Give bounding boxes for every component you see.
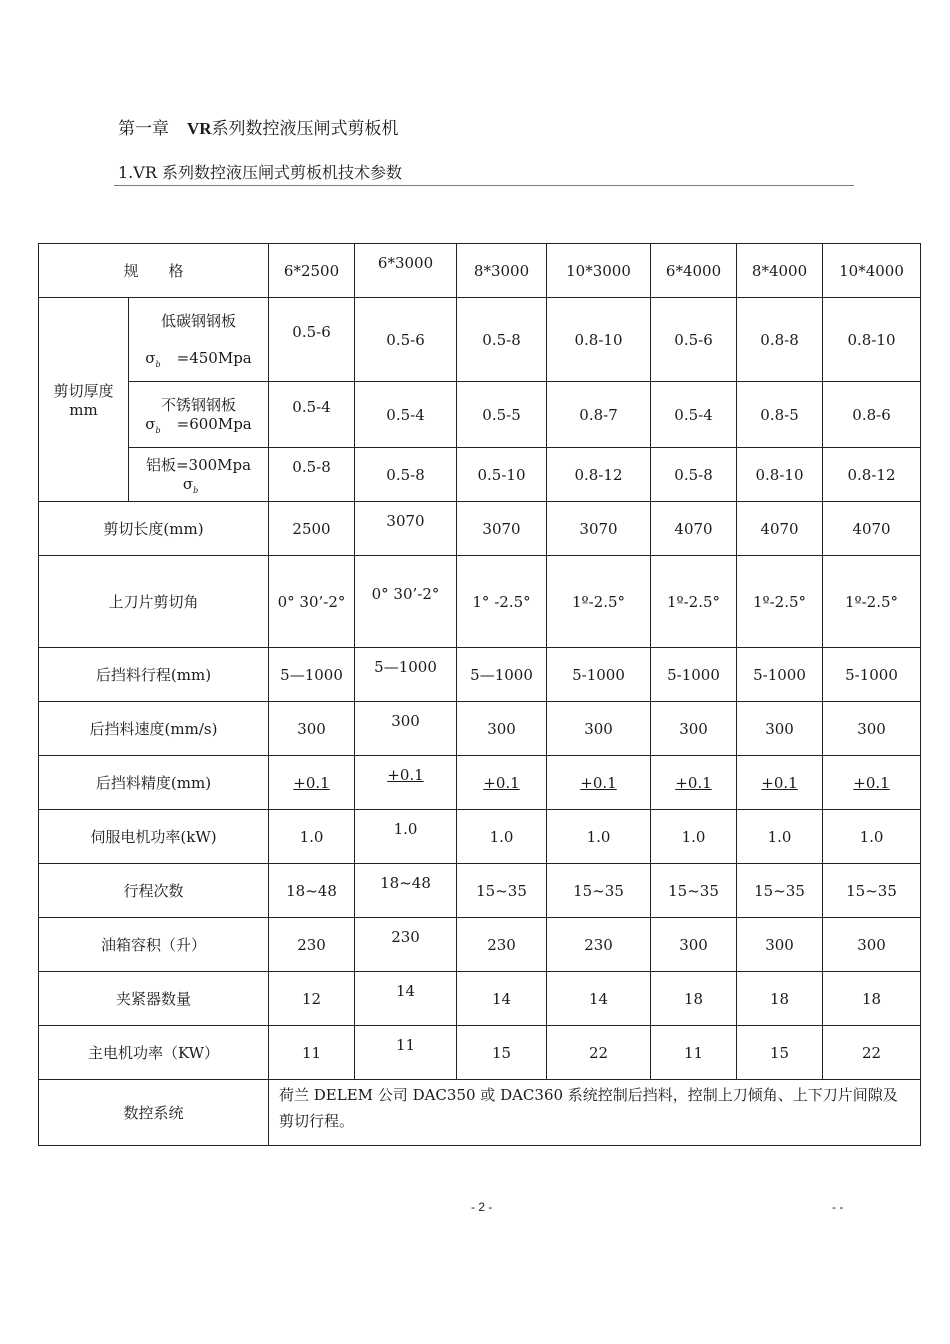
spec-value: [547, 702, 651, 756]
thickness-value: [547, 382, 651, 448]
spec-value-text: 5-1000: [845, 665, 898, 684]
spec-value: [651, 1026, 737, 1080]
spec-value-text: 4070: [852, 519, 891, 538]
spec-value-text: 230: [584, 935, 613, 954]
spec-value-text: 3070: [386, 511, 425, 530]
spec-value: [457, 918, 547, 972]
spec-value: [823, 648, 921, 702]
thickness-value: [823, 298, 921, 382]
spec-value: [355, 556, 457, 648]
model-label: 10*4000: [839, 261, 904, 280]
spec-value-text: 4070: [760, 519, 799, 538]
spec-value-text: 12: [301, 989, 322, 1008]
spec-value-text: 5—1000: [280, 665, 343, 684]
spec-value: [355, 502, 457, 556]
spec-value: [651, 648, 737, 702]
sigma-subscript: b: [155, 426, 161, 435]
spec-value: [823, 502, 921, 556]
section-divider: [114, 185, 854, 186]
spec-value-text: 300: [765, 935, 794, 954]
thickness-value: [737, 448, 823, 502]
spec-row: [39, 918, 921, 972]
spec-value-text: 11: [683, 1043, 704, 1062]
spec-value-text: 18~48: [380, 873, 431, 892]
thickness-value: [269, 298, 355, 382]
cnc-description: 荷兰 DELEM 公司 DAC350 或 DAC360 系统控制后挡料，控制上刀倾角、上下刀片间隙及剪切行程。: [269, 1080, 921, 1146]
spec-value-text: 5-1000: [753, 665, 806, 684]
spec-row-label: 主电机功率（KW）: [39, 1026, 269, 1080]
spec-value: [823, 864, 921, 918]
thickness-value-text: 0.8-5: [760, 405, 799, 424]
spec-row-label: 伺服电机功率(kW): [39, 810, 269, 864]
strength-value: =600Mpa: [176, 415, 252, 433]
thickness-value: [547, 448, 651, 502]
spec-value-text: +0.1: [761, 773, 798, 792]
chapter-title: 系列数控液压闸式剪板机: [211, 119, 399, 139]
spec-value: [269, 648, 355, 702]
spec-value: [651, 702, 737, 756]
spec-value-text: 18: [861, 989, 882, 1008]
thickness-value-text: 0.5-4: [386, 405, 425, 424]
spec-value: [651, 810, 737, 864]
spec-value-text: 300: [584, 719, 613, 738]
spec-value: [547, 972, 651, 1026]
spec-value-text: 300: [857, 935, 886, 954]
chapter-vr: VR: [187, 119, 212, 138]
model-header: [737, 244, 823, 298]
thickness-value-text: 0.8-10: [574, 330, 623, 349]
spec-row-label: 剪切长度(mm): [39, 502, 269, 556]
spec-value: [269, 864, 355, 918]
spec-value: [269, 972, 355, 1026]
sigma-line: [131, 475, 266, 495]
spec-value-text: +0.1: [580, 773, 617, 792]
spec-row: [39, 502, 921, 556]
spec-value: [269, 918, 355, 972]
spec-value-text: 1.0: [859, 827, 884, 846]
sigma-symbol: σ: [145, 415, 156, 433]
spec-value: [457, 864, 547, 918]
thickness-value-text: 0.5-10: [477, 465, 526, 484]
spec-value-text: 0° 30’-2°: [277, 592, 346, 611]
spec-value-text: 2500: [292, 519, 331, 538]
spec-value: [547, 556, 651, 648]
spec-value-text: 15~35: [573, 881, 624, 900]
spec-value-text: 15~35: [476, 881, 527, 900]
spec-row-label: 夹紧器数量: [39, 972, 269, 1026]
spec-value: [547, 756, 651, 810]
chapter-label: 第一章: [118, 119, 169, 139]
spec-value: [355, 648, 457, 702]
spec-value-text: 1.0: [586, 827, 611, 846]
spec-value: [823, 918, 921, 972]
thickness-value: [269, 382, 355, 448]
spec-value-text: 230: [487, 935, 516, 954]
model-header: [823, 244, 921, 298]
material-name: 不锈钢钢板: [161, 396, 237, 414]
footer-mark: - -: [832, 1200, 844, 1214]
spec-value-text: 11: [301, 1043, 322, 1062]
spec-row-label: 上刀片剪切角: [39, 556, 269, 648]
spec-value: [355, 810, 457, 864]
thickness-value-text: 0.5-8: [292, 457, 331, 476]
spec-value-text: 22: [861, 1043, 882, 1062]
spec-value-text: 15: [769, 1043, 790, 1062]
spec-label: 规 格: [39, 244, 269, 298]
thickness-value-text: 0.5-8: [386, 465, 425, 484]
model-label: 10*3000: [566, 261, 631, 280]
spec-value: [547, 810, 651, 864]
spec-value: [737, 702, 823, 756]
spec-row-label: 后挡料速度(mm/s): [39, 702, 269, 756]
spec-value: [737, 864, 823, 918]
spec-value: [737, 648, 823, 702]
spec-value: [355, 972, 457, 1026]
spec-value: [355, 864, 457, 918]
thickness-value: [823, 448, 921, 502]
strength-value: =450Mpa: [176, 349, 252, 367]
spec-value-text: 1.0: [489, 827, 514, 846]
spec-value: [355, 1026, 457, 1080]
spec-value-text: 18: [683, 989, 704, 1008]
model-label: 6*4000: [665, 261, 722, 280]
spec-row: [39, 810, 921, 864]
model-label: 8*4000: [751, 261, 808, 280]
material-cell: [129, 448, 269, 502]
cnc-row: [39, 1080, 921, 1146]
thickness-value-text: 0.8-8: [760, 330, 799, 349]
spec-row-label: 行程次数: [39, 864, 269, 918]
thickness-value: [269, 448, 355, 502]
spec-value: [823, 972, 921, 1026]
cnc-label: 数控系统: [39, 1080, 269, 1146]
spec-row: [39, 756, 921, 810]
spec-value: [737, 972, 823, 1026]
spec-row-label: 油箱容积（升）: [39, 918, 269, 972]
spec-value: [547, 918, 651, 972]
spec-value-text: 15: [491, 1043, 512, 1062]
spec-value: [737, 502, 823, 556]
model-header: [547, 244, 651, 298]
thickness-value: [355, 298, 457, 382]
thickness-row: [39, 298, 921, 382]
thickness-value-text: 0.5-8: [674, 465, 713, 484]
spec-value: [269, 702, 355, 756]
spec-value: [355, 918, 457, 972]
spec-value: [269, 556, 355, 648]
spec-value: [457, 972, 547, 1026]
spec-value: [651, 556, 737, 648]
spec-value-text: +0.1: [483, 773, 520, 792]
spec-value-text: +0.1: [387, 765, 424, 784]
spec-value-text: 18: [769, 989, 790, 1008]
material-name: 铝板=300Mpa: [145, 456, 252, 474]
thickness-value-text: 0.5-6: [292, 322, 331, 341]
spec-row-label: 后挡料精度(mm): [39, 756, 269, 810]
thickness-value: [355, 382, 457, 448]
thickness-value-text: 0.8-10: [755, 465, 804, 484]
spec-value: [823, 556, 921, 648]
sigma-subscript: b: [193, 486, 199, 495]
spec-value-text: 5—1000: [374, 657, 437, 676]
spec-value: [651, 864, 737, 918]
header-row: [39, 244, 921, 298]
spec-value: [355, 756, 457, 810]
spec-value: [457, 810, 547, 864]
spec-value-text: 15~35: [846, 881, 897, 900]
spec-value: [547, 502, 651, 556]
spec-value-text: 300: [487, 719, 516, 738]
spec-value-text: 1º-2.5°: [572, 592, 626, 611]
thickness-value-text: 0.8-7: [579, 405, 618, 424]
spec-value-text: 1.0: [393, 819, 418, 838]
spec-value-text: 5-1000: [667, 665, 720, 684]
spec-value-text: 22: [588, 1043, 609, 1062]
thickness-value: [457, 448, 547, 502]
thickness-value-text: 0.8-6: [852, 405, 891, 424]
spec-value-text: 5-1000: [572, 665, 625, 684]
thickness-value-text: 0.5-6: [674, 330, 713, 349]
thickness-value-text: 0.5-4: [674, 405, 713, 424]
spec-value: [457, 556, 547, 648]
spec-value-text: +0.1: [293, 773, 330, 792]
spec-value-text: 5—1000: [470, 665, 533, 684]
spec-row: [39, 972, 921, 1026]
spec-value: [269, 756, 355, 810]
material-cell: [129, 298, 269, 382]
material-name: 低碳钢钢板: [161, 312, 237, 330]
thickness-value: [547, 298, 651, 382]
spec-value-text: 11: [395, 1035, 416, 1054]
spec-value-text: 1.0: [299, 827, 324, 846]
thickness-value: [457, 382, 547, 448]
spec-value: [737, 1026, 823, 1080]
thickness-value: [355, 448, 457, 502]
spec-value-text: 300: [679, 935, 708, 954]
spec-value-text: 300: [679, 719, 708, 738]
sigma-subscript: b: [155, 360, 161, 369]
spec-value: [823, 810, 921, 864]
spec-value-text: 1° -2.5°: [472, 592, 531, 611]
spec-value-text: 18~48: [286, 881, 337, 900]
thickness-value: [737, 382, 823, 448]
spec-value-text: 1.0: [767, 827, 792, 846]
spec-value-text: 230: [297, 935, 326, 954]
spec-value-text: 300: [297, 719, 326, 738]
spec-value-text: 3070: [579, 519, 618, 538]
spec-value-text: 300: [765, 719, 794, 738]
spec-value: [737, 756, 823, 810]
model-label: 6*2500: [283, 261, 340, 280]
spec-value-text: +0.1: [675, 773, 712, 792]
thickness-value: [651, 448, 737, 502]
spec-value-text: 1º-2.5°: [667, 592, 721, 611]
thickness-group-label: 剪切厚度mm: [39, 298, 129, 502]
thickness-value-text: 0.5-4: [292, 397, 331, 416]
thickness-value: [737, 298, 823, 382]
spec-value-text: +0.1: [853, 773, 890, 792]
thickness-value-text: 0.8-10: [847, 330, 896, 349]
spec-row-label: 后挡料行程(mm): [39, 648, 269, 702]
spec-value-text: 3070: [482, 519, 521, 538]
thickness-value: [823, 382, 921, 448]
thickness-value: [651, 382, 737, 448]
spec-value: [547, 648, 651, 702]
sigma-symbol: σ: [145, 349, 156, 367]
spec-value-text: 1º-2.5°: [845, 592, 899, 611]
spec-row: [39, 648, 921, 702]
spec-value-text: 300: [391, 711, 420, 730]
thickness-row: [39, 448, 921, 502]
spec-value: [823, 1026, 921, 1080]
spec-value: [651, 972, 737, 1026]
thickness-value-text: 0.8-12: [574, 465, 623, 484]
material-cell: [129, 382, 269, 448]
spec-value: [823, 756, 921, 810]
spec-value-text: 300: [857, 719, 886, 738]
spec-table: [38, 243, 921, 1146]
spec-value: [547, 1026, 651, 1080]
spec-value: [651, 756, 737, 810]
model-header: [269, 244, 355, 298]
spec-value: [737, 556, 823, 648]
spec-value: [269, 502, 355, 556]
thickness-value-text: 0.5-5: [482, 405, 521, 424]
spec-value-text: 1.0: [681, 827, 706, 846]
spec-value: [737, 810, 823, 864]
spec-value-text: 1º-2.5°: [753, 592, 807, 611]
spec-value-text: 14: [588, 989, 609, 1008]
thickness-value-text: 0.5-8: [482, 330, 521, 349]
spec-row: [39, 556, 921, 648]
section-title: 1.VR 系列数控液压闸式剪板机技术参数: [118, 163, 402, 182]
model-header: [651, 244, 737, 298]
model-header: [355, 244, 457, 298]
spec-value-text: 0° 30’-2°: [371, 584, 440, 603]
thickness-value-text: 0.8-12: [847, 465, 896, 484]
spec-value: [651, 918, 737, 972]
spec-value: [457, 1026, 547, 1080]
thickness-value: [457, 298, 547, 382]
spec-value-text: 230: [391, 927, 420, 946]
spec-value: [457, 502, 547, 556]
spec-row: [39, 702, 921, 756]
spec-value: [737, 918, 823, 972]
sigma-line: [131, 415, 266, 435]
thickness-value: [651, 298, 737, 382]
spec-value: [457, 756, 547, 810]
thickness-row: [39, 382, 921, 448]
chapter-heading: [118, 114, 399, 139]
sigma-symbol: σ: [182, 475, 194, 493]
model-label: 6*3000: [377, 253, 434, 272]
spec-value-text: 14: [395, 981, 416, 1000]
spec-value: [547, 864, 651, 918]
sigma-line: [131, 349, 266, 369]
spec-value: [269, 810, 355, 864]
spec-value-text: 15~35: [754, 881, 805, 900]
thickness-value-text: 0.5-6: [386, 330, 425, 349]
spec-value: [651, 502, 737, 556]
spec-value: [823, 702, 921, 756]
spec-value: [355, 702, 457, 756]
spec-value: [269, 1026, 355, 1080]
model-label: 8*3000: [473, 261, 530, 280]
spec-value: [457, 702, 547, 756]
model-header: [457, 244, 547, 298]
spec-value-text: 14: [491, 989, 512, 1008]
spec-row: [39, 1026, 921, 1080]
spec-value-text: 4070: [674, 519, 713, 538]
spec-row: [39, 864, 921, 918]
spec-value-text: 15~35: [668, 881, 719, 900]
page-number: - 2 -: [471, 1200, 493, 1214]
spec-value: [457, 648, 547, 702]
